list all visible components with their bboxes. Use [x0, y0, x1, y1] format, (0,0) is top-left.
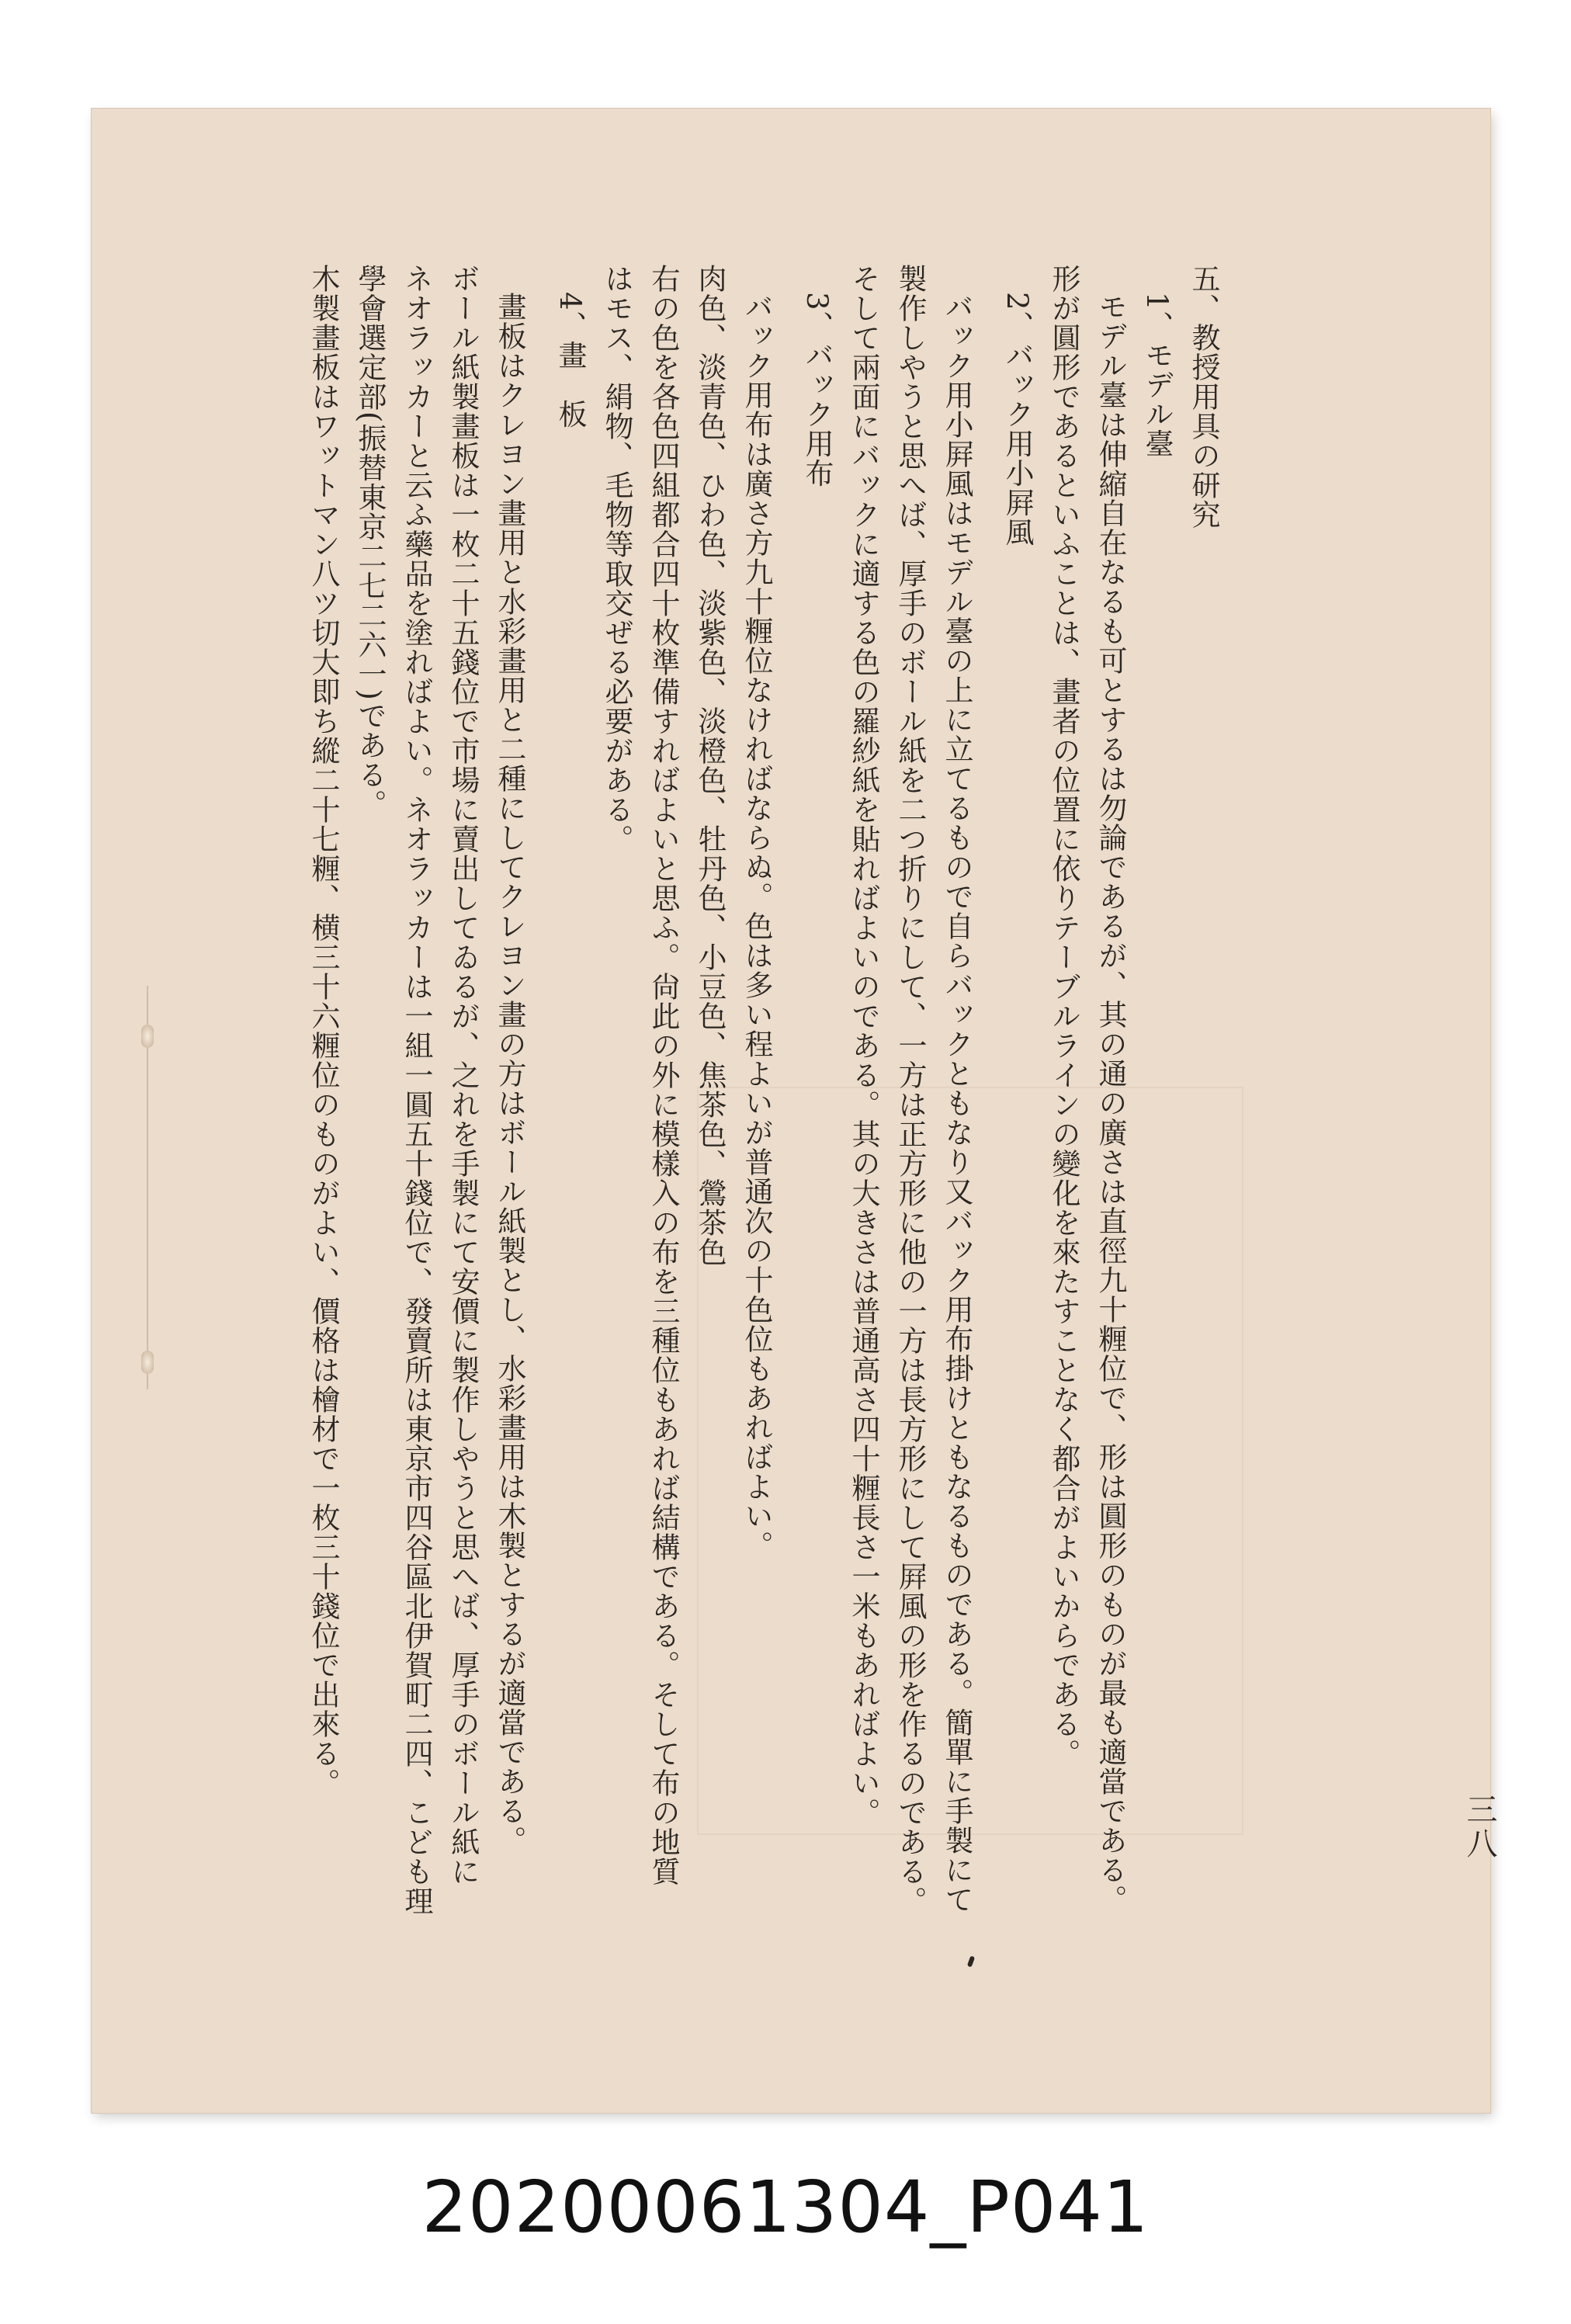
binding-hole-upper — [141, 1025, 154, 1048]
text-line: ネオラッカーと云ふ藥品を塗ればよい。ネオラッカーは一組一圓五十錢位で、發賣所は東京市四谷區北伊賀町二四、こども理 — [400, 264, 433, 1916]
text-line: 右の色を各色四組都合四十枚準備すればよいと思ふ。尙此の外に模樣入の布を三種位もあれば結構である。そして布の地質 — [647, 264, 680, 1886]
catalog-id-caption: 20200061304_P041 — [421, 2166, 1150, 2249]
text-line: 木製畫板はワットマン八ツ切大即ち縱二十七糎、横三十六糎位のものがよい、價格は檜材で一枚三十錢位で出來る。 — [307, 264, 340, 1798]
subsection-heading: 4、畫 板 — [553, 292, 587, 429]
subsection-heading: 1、モデル臺 — [1140, 292, 1174, 459]
page-number: 三八 — [1462, 1793, 1497, 1861]
section-title: 五、教授用具の研究 — [1187, 264, 1220, 529]
text-line: そして兩面にバックに適する色の羅紗紙を貼ればよいのである。其の大きさは普通高さ四十糎長さ一米もあればよい。 — [847, 264, 880, 1827]
text-line: 製作しやうと思へば、厚手のボール紙を二つ折りにして、一方は正方形に他の一方は長方形にして屛風の形を作るのである。 — [893, 264, 927, 1916]
binding-hole-lower — [141, 1351, 154, 1374]
text-line: バック用布は廣さ方九十糎位なければならぬ。色は多い程よいが普通次の十色位もあればよい。 — [740, 292, 773, 1560]
ink-mark — [967, 1955, 975, 1967]
vertical-text-body — [194, 264, 1226, 1916]
text-line: ボール紙製畫板は一枚二十五錢位で市場に賣出してゐるが、之れを手製にて安價に製作しやうと思へば、厚手のボール紙に — [446, 264, 480, 1886]
text-line: はモス、絹物、毛物等取交ぜる必要がある。 — [600, 264, 633, 854]
text-line: 畫板はクレヨン畫用と水彩畫用と二種にしてクレヨン畫の方はボール紙製とし、水彩畫用は木製とするが適當である。 — [493, 292, 526, 1855]
text-line: バック用小屛風はモデル臺の上に立てるもので自らバックともなり又バック用布掛けともなるものである。簡單に手製にて — [940, 292, 973, 1914]
subsection-heading: 3、バック用布 — [800, 292, 834, 488]
text-line: 肉色、淡青色、ひわ色、淡紫色、淡橙色、牡丹色、小豆色、焦茶色、鶯茶色 — [693, 264, 727, 1267]
text-line: モデル臺は伸縮自在なるも可とするは勿論であるが、其の通の廣さは直徑九十糎位で、形は圓形のものが最も適當である。 — [1094, 292, 1127, 1914]
text-line: 形が圓形であるといふことは、畫者の位置に依りテーブルラインの變化を來たすことなく都合がよいからである。 — [1047, 264, 1080, 1768]
subsection-heading: 2、バック用小屛風 — [1001, 292, 1034, 547]
text-line: 學會選定部(振替東京二七二六一)である。 — [353, 264, 387, 819]
